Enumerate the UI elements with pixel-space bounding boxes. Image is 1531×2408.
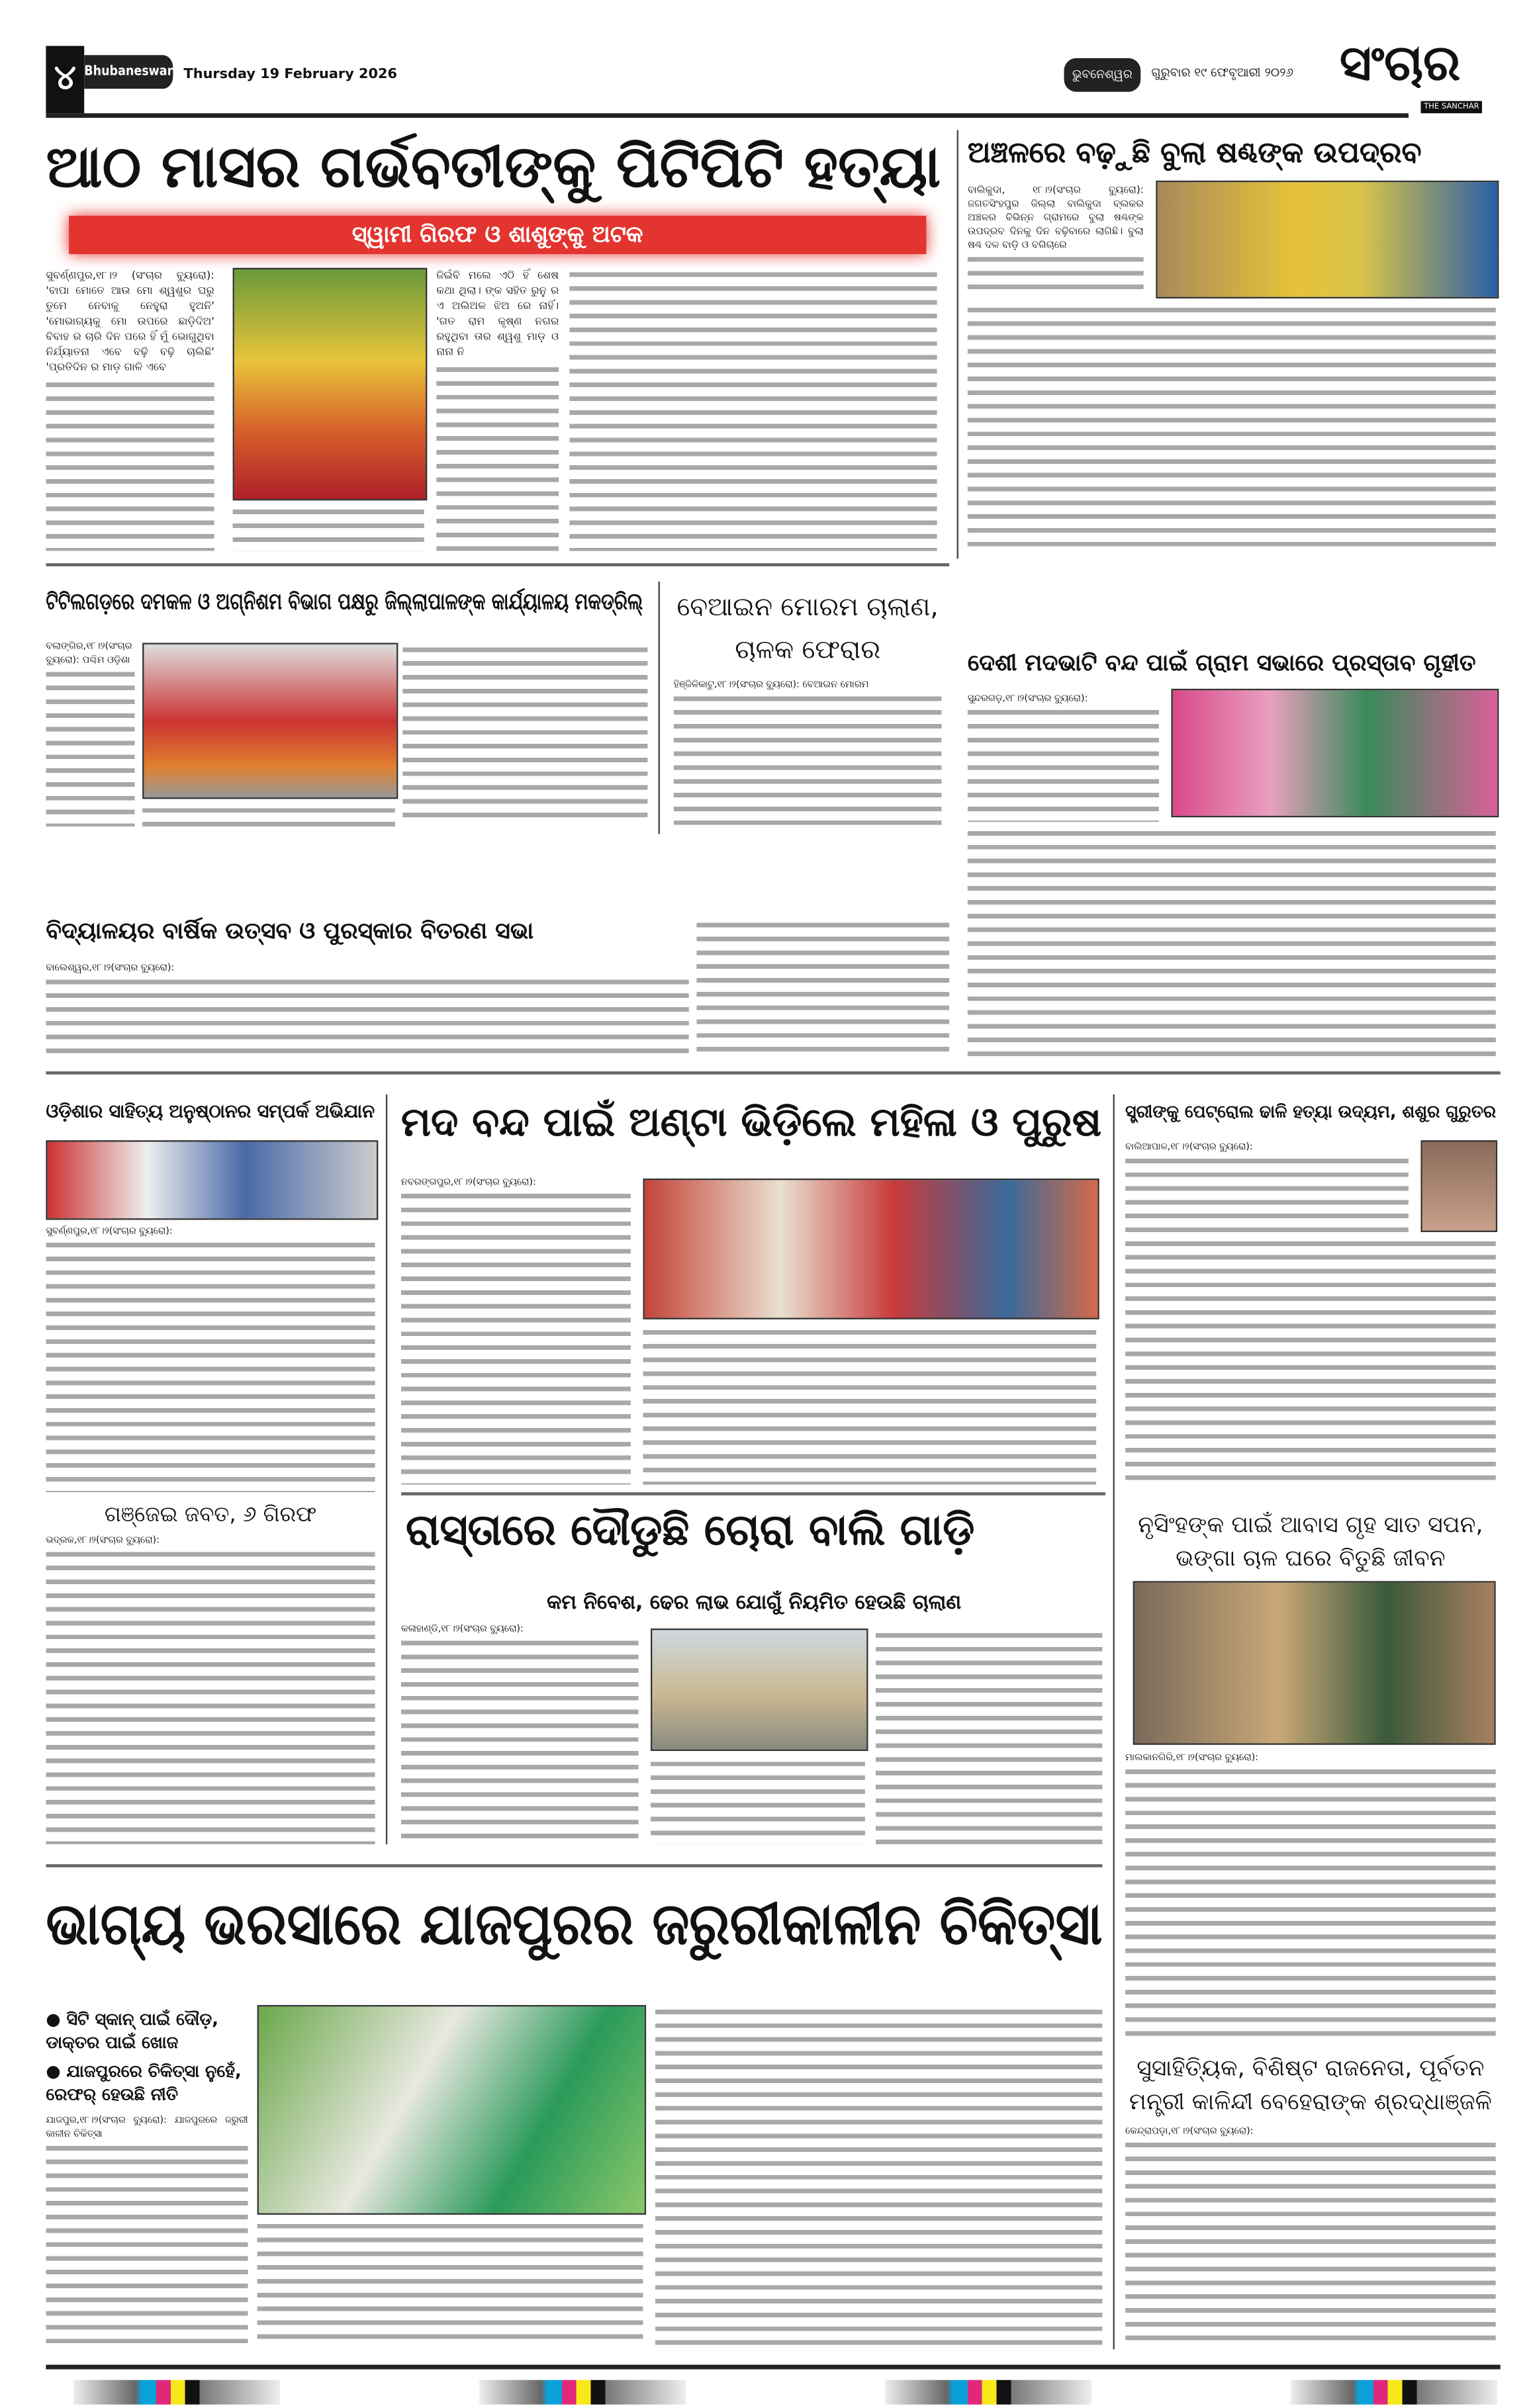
color-bar xyxy=(1291,2380,1497,2405)
headline-a2: ଅଞ୍ଚଳରେ ବଢ଼ୁଛି ବୁଲା ଷଣ୍ଢଙ୍କ ଉପଦ୍ରବ xyxy=(967,136,1422,170)
text-block xyxy=(46,2141,248,2346)
section-rule xyxy=(46,1864,1102,1867)
article-a2-col1 xyxy=(968,184,1144,298)
section-rule xyxy=(46,563,949,566)
article-a3-col1 xyxy=(46,640,134,826)
section-rule xyxy=(401,1492,1105,1495)
article-body-a14: ଯାଜପୁର,୧୮।୨(ସଂଚାର ବ୍ୟୁରୋ): ଯାଜପୁରରେ ଜରୁରୀ କାଳୀନ ଚିକିତ୍ସା xyxy=(46,2115,248,2140)
text-block xyxy=(968,253,1144,298)
header-rule xyxy=(46,113,1409,118)
article-a10-col1 xyxy=(1125,1140,1409,1232)
text-block xyxy=(1125,1765,1496,2043)
wedding-photo xyxy=(233,268,428,501)
article-body-a8: ଭଦ୍ରକ,୧୮।୨(ସଂଚାର ବ୍ୟୁରୋ): xyxy=(46,1535,160,1546)
article-a1-col1 xyxy=(46,268,214,551)
article-body-a1: ସୁବର୍ଣ୍ଣପୁର,୧୮।୨ (ସଂଚାର ବ୍ୟୁରୋ): 'ବାପା ମୋତେ ଆଉ ମୋ ଶ୍ୱଶୁର ଘରୁ ତୁମେ ନେବାକୁ ନେହୁରା ହୁଅନି' 'ମୋଭାଗ୍ୟକୁ ମୋ ଉପରେ ଛାଡ଼ିଦିଅ' ବିବାହ ର ଚାରି ଦିନ ପରେ ହିଁ ମୁଁ ଭୋଗୁଥିବା ନିର୍ଯ୍ୟାତନା ଏବେ ବଢ଼ି ବଢ଼ି ଚାଲିଛି' 'ପ୍ରତିଦିନ ର ମାଡ଼ ଗାଳି ଏବେ xyxy=(46,269,214,374)
text-block xyxy=(401,1189,631,1484)
headline-a9: ମଦ ବନ୍ଦ ପାଇଁ ଅଣ୍ଟା ଭିଡ଼ିଲେ ମହିଳା ଓ ପୁରୁଷ xyxy=(401,1100,1102,1147)
text-block xyxy=(1125,1154,1409,1232)
text-block xyxy=(696,918,949,1057)
footer-rule xyxy=(46,2365,1500,2370)
page-number-box: ୪ xyxy=(46,46,84,113)
headline-a13: ସୁସାହିତ୍ୟିକ, ବିଶିଷ୍ଟ ରାଜନେତା, ପୂର୍ବତନ ମନ୍ତ୍ରୀ କାଳିନ୍ଦୀ ବେହେରାଙ୍କ ଶ୍ରଦ୍ଧାଞ୍ଜଳି xyxy=(1129,2054,1492,2116)
article-body-a5: ସୁନ୍ଦରଗଡ଼,୧୮।୨(ସଂଚାର ବ୍ୟୁରୋ): xyxy=(967,693,1088,704)
color-registration-bars xyxy=(73,2380,1497,2405)
headline-a6: ବିଦ୍ୟାଳୟର ବାର୍ଷିକ ଉତ୍ସବ ଓ ପୁରସ୍କାର ବିତରଣ ସଭା xyxy=(46,916,534,945)
article-body-a3: ବଲାଙ୍ଗିର,୧୮।୨(ସଂଚାର ବ୍ୟୁରୋ): ପଶ୍ଚିମ ଓଡ଼ିଶା xyxy=(46,641,132,666)
bullet-list xyxy=(46,2008,248,2106)
city-pill-odia: ଭୁବନେଶ୍ୱର xyxy=(1064,58,1141,92)
article-a4 xyxy=(674,586,942,834)
text-block xyxy=(968,705,1159,822)
article-a11-col1 xyxy=(401,1623,639,1844)
subhead-a11-wrap xyxy=(406,1585,1102,1616)
article-a14-col1 xyxy=(46,2008,248,2346)
headline-a10: ସ୍ତ୍ରୀଙ୍କୁ ପେଟ୍ରୋଲ ଢାଳି ହତ୍ୟା ଉଦ୍ୟମ, ଶଶୁର ଗୁରୁତର xyxy=(1125,1100,1497,1122)
article-a9-col1 xyxy=(401,1175,631,1484)
headline-a4: ବେଆଇନ ମୋରମ ଚାଲାଣ, ଚାଳକ ଫେରାର xyxy=(676,592,939,666)
text-block xyxy=(142,803,395,826)
text-block xyxy=(655,2005,1102,2346)
subhead-a1: ସ୍ୱାମୀ ଗିରଫ ଓ ଶାଶୁଙ୍କୁ ଅଟକ xyxy=(351,220,643,248)
headline-a3: ଟିଟିଲଗଡ଼ରେ ଦମକଳ ଓ ଅଗ୍ନିଶମ ବିଭାଗ ପକ୍ଷରୁ ଜିଲ୍ଲାପାଳଙ୍କ କାର୍ଯ୍ୟାଳୟ ମକଡ୍ରିଲ୍ xyxy=(46,588,643,615)
city-pill: Bhubaneswar xyxy=(84,55,173,89)
fire-drill-photo xyxy=(142,643,398,799)
bullet-item: ● ଯାଜପୁରରେ ଚିକିତ୍ସା ନୁହେଁ, ରେଫର୍ ହେଉଛି ନୀତି xyxy=(46,2061,242,2105)
text-block xyxy=(46,1238,375,1492)
text-block xyxy=(1125,2138,1496,2346)
article-body-a10: ବାଲିଆପାଳ,୧୮।୨(ସଂଚାର ବ୍ୟୁରୋ): xyxy=(1125,1141,1253,1153)
color-bar xyxy=(479,2380,686,2405)
article-a7 xyxy=(46,1224,375,1492)
date-odia: ଗୁରୁବାର ୧୯ ଫେବୃଆରୀ ୨୦୨୬ xyxy=(1151,66,1294,80)
hospital-photo xyxy=(257,2005,647,2215)
column-divider xyxy=(957,130,958,559)
headline-a7: ଓଡ଼ିଶାର ସାହିତ୍ୟ ଅନୁଷ୍ଠାନର ସମ୍ପର୍କ ଅଭିଯାନ xyxy=(46,1100,375,1122)
text-block xyxy=(46,378,214,551)
article-a13 xyxy=(1125,2051,1496,2346)
subhead-banner-a1 xyxy=(69,216,926,254)
column-divider xyxy=(659,582,660,834)
logo-subtitle: THE SANCHAR xyxy=(1420,101,1482,114)
article-body-a4: ହିଞ୍ଜିଳିକାଟୁ,୧୮।୨(ସଂଚାର ବ୍ୟୁରୋ): ବେଆଇନ ମୋରମ xyxy=(673,679,869,691)
literary-photo xyxy=(46,1140,378,1220)
article-body-a2: ବାଲିକୁଦା, ୧୮।୨(ସଂଚାର ବ୍ୟୁରୋ): ଜଗତସିଂହପୁର ଜିଲ୍ଲା ବାଲିକୁଦା ବ୍ଲକର ଅଞ୍ଚଳର ବିଭିନ୍ନ ଗ୍ରାମରେ ବୁଲା ଷଣ୍ଢଙ୍କ ଉପଦ୍ରବ ଦିନକୁ ଦିନ ବଢ଼ିବାରେ ଲାଗିଛି। ବୁଲା ଷଣ୍ଢ ଦଳ ବାଡ଼ି ଓ ବଗିଚାରେ xyxy=(967,183,1144,251)
headline-a12: ନୃସିଂହଙ୍କ ପାଇଁ ଆବାସ ଗୃହ ସାତ ସପନ, ଭଙ୍ଗା ଚାଳ ଘରେ ବିତୁଛି ଜୀବନ xyxy=(1138,1510,1483,1572)
article-a1-col2 xyxy=(436,268,559,551)
article-body-a9: ନବରଙ୍ଗପୁର,୧୮।୨(ସଂଚାର ବ୍ୟୁରୋ): xyxy=(401,1177,536,1188)
text-block xyxy=(651,1757,865,1844)
text-block xyxy=(46,1548,375,1845)
subhead-a11: କମ ନିବେଶ, ଢେର ଲାଭ ଯୋଗୁଁ ନିୟମିତ ହେଉଛି ଚାଲାଣ xyxy=(547,1591,962,1615)
gram-sabha-photo xyxy=(1171,689,1499,817)
headline-a1: ଆଠ ମାସର ଗର୍ଭବତୀଙ୍କୁ ପିଟିପିଟି ହତ୍ୟା xyxy=(46,133,941,201)
text-block xyxy=(968,826,1496,1056)
logo: ସଂଚାର xyxy=(1339,33,1461,92)
hut-photo xyxy=(1133,1581,1496,1744)
text-block xyxy=(1125,1237,1496,1485)
article-body-a1-col2: ଜିଇଁବି ମଲେ ଏଠି ହିଁ ଶେଷ କଥା ଥିଲା। ଙ୍କ ସହିତ ରୁନୁ ର ଏ ଅଲିଅଳ ଝିଅ ରେ ନାହିଁ। 'ଗତ ରାମ କୃଷ୍ଣ ନଗର ରହୁଥିବା ତାର ଶ୍ୱଶୁ ମାଡ଼ ଓ ନାନା ନି xyxy=(436,269,559,359)
text-block xyxy=(569,268,937,551)
headline-a14: ଭାଗ୍ୟ ଭରସାରେ ଯାଜପୁରର ଜରୁରୀକାଳୀନ ଚିକିତ୍ସା xyxy=(46,1890,1103,1958)
text-block xyxy=(436,363,559,551)
headline-a11: ରାସ୍ତାରେ ଦୌଡୁଛି ଚୋରା ବାଲି ଗାଡ଼ି xyxy=(405,1504,975,1556)
text-block xyxy=(876,1628,1102,1844)
article-body-a7: ସୁବର୍ଣ୍ଣପୁର,୧୮।୨(ସଂଚାର ବ୍ୟୁରୋ): xyxy=(46,1226,173,1237)
section-rule xyxy=(46,1071,1500,1075)
protest-photo xyxy=(643,1179,1099,1319)
bullet-item: ● ସିଟି ସ୍କାନ୍ ପାଇଁ ଦୌଡ଼, ଡାକ୍ତର ପାଇଁ ଖୋଜ xyxy=(46,2009,218,2053)
text-block xyxy=(674,691,942,834)
color-bar xyxy=(885,2380,1091,2405)
victim-photo xyxy=(1420,1140,1497,1232)
article-a5-col1 xyxy=(968,691,1159,822)
text-block xyxy=(643,1325,1096,1485)
article-body-a11: କଳାହାଣ୍ଡି,୧୮।୨(ସଂଚାର ବ୍ୟୁରୋ): xyxy=(401,1624,524,1635)
color-bar xyxy=(73,2380,280,2405)
text-block xyxy=(401,1636,639,1845)
date-english: Thursday 19 February 2026 xyxy=(183,67,397,83)
text-block xyxy=(46,975,688,1057)
article-body-a6: ବାଲେଶ୍ୱର,୧୮।୨(ସଂଚାର ବ୍ୟୁରୋ): xyxy=(46,962,175,974)
stray-bull-photo xyxy=(1156,181,1499,298)
article-body-a12: ମାଲକାନଗିରି,୧୮।୨(ସଂଚାର ବ୍ୟୁରୋ): xyxy=(1125,1752,1258,1763)
article-a6 xyxy=(46,961,688,1058)
bullet-text: ଯାଜପୁରରେ ଚିକିତ୍ସା ନୁହେଁ, ରେଫର୍ ହେଉଛି ନୀତି xyxy=(46,2061,242,2105)
text-block xyxy=(46,667,134,826)
sand-truck-photo xyxy=(651,1628,868,1751)
article-a12 xyxy=(1125,1507,1496,2043)
text-block xyxy=(257,2219,643,2346)
column-divider xyxy=(386,1094,387,1844)
bullet-text: ସିଟି ସ୍କାନ୍ ପାଇଁ ଦୌଡ଼, ଡାକ୍ତର ପାଇଁ ଖୋଜ xyxy=(46,2009,218,2053)
column-divider xyxy=(1113,1094,1115,2350)
text-block xyxy=(233,505,424,551)
article-a8 xyxy=(46,1503,375,1844)
article-body-a13: କେନ୍ଦ୍ରାପଡ଼ା,୧୮।୨(ସଂଚାର ବ୍ୟୁରୋ): xyxy=(1125,2125,1254,2137)
text-block xyxy=(402,643,647,826)
headline-a5: ଦେଶୀ ମଦଭାଟି ବନ୍ଦ ପାଇଁ ଗ୍ରାମ ସଭାରେ ପ୍ରସ୍ତାବ ଗୃହୀତ xyxy=(967,648,1476,677)
text-block xyxy=(968,303,1496,551)
headline-a8: ଗଞ୍ଜେଇ ଜବତ, ୬ ଗିରଫ xyxy=(104,1503,317,1528)
